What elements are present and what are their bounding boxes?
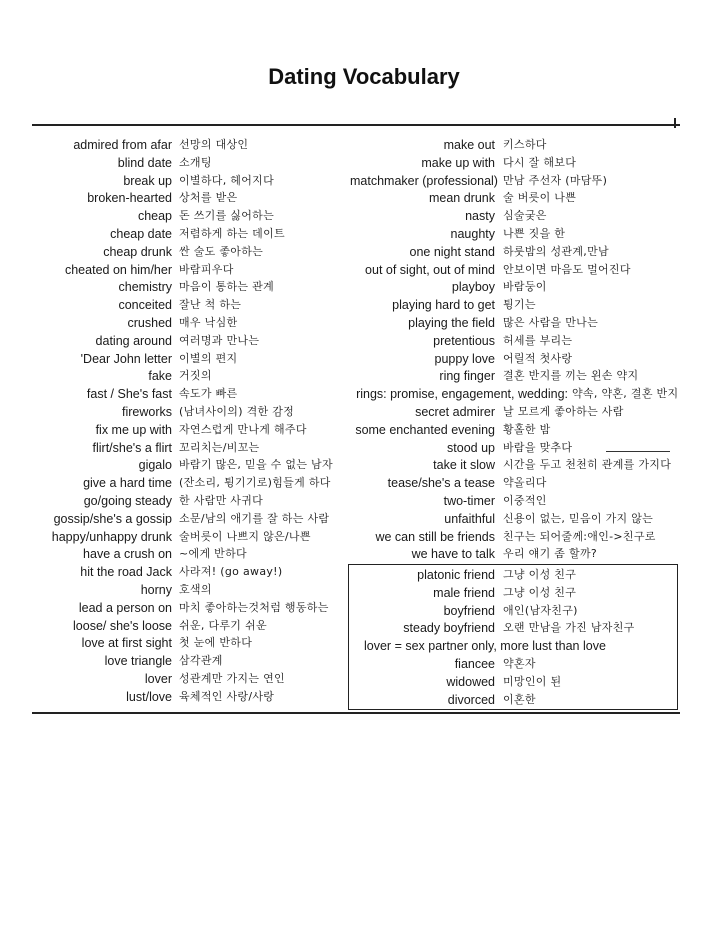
vocab-entry [350, 439, 680, 457]
vocab-entry [350, 584, 680, 602]
vocab-entry [32, 350, 352, 368]
vocab-entry [350, 655, 680, 673]
vocab-entry [350, 278, 680, 296]
english-term: playing the field [408, 316, 495, 330]
vocab-entry [350, 225, 680, 243]
vocab-entry [32, 332, 352, 350]
korean-meaning: 쉬운, 다루기 쉬운 [179, 618, 267, 632]
vocab-entry [32, 492, 352, 510]
vocab-entry [32, 510, 352, 528]
english-term: secret admirer [415, 405, 495, 419]
korean-meaning: 삼각관계 [179, 654, 223, 668]
vocab-entry [32, 439, 352, 457]
korean-meaning: 속도가 빠른 [179, 387, 238, 401]
vocab-entry [350, 385, 680, 403]
english-term: rings: promise, engagement, wedding: [356, 387, 568, 402]
vocab-entry [350, 189, 680, 207]
vocab-entry [350, 456, 680, 474]
english-term: fiancee [454, 657, 495, 671]
vocab-entry [32, 563, 352, 581]
english-term: fireworks [121, 405, 172, 419]
english-term: give a hard time [83, 476, 172, 491]
vocab-entry [350, 474, 680, 492]
box-items [350, 566, 680, 706]
korean-meaning: 황홀한 밤 [503, 422, 551, 436]
vocab-entry [350, 492, 680, 510]
korean-meaning: 이혼한 [503, 692, 536, 706]
vocab-entry [350, 637, 680, 655]
korean-meaning: 선망의 대상인 [179, 138, 249, 151]
korean-meaning: 그냥 이성 친구 [503, 568, 577, 581]
english-term: matchmaker (professional) [350, 173, 498, 188]
korean-meaning: 한 사람만 사귀다 [179, 494, 264, 507]
english-term: lead a person on [78, 600, 172, 615]
vocab-entry [350, 510, 680, 528]
english-term: lover [144, 672, 172, 686]
korean-meaning: 잘난 척 하는 [179, 298, 242, 312]
korean-meaning: 사라져! (go away!) [179, 565, 283, 579]
vocab-entry [32, 688, 352, 706]
english-term: cheap drunk [103, 244, 172, 259]
vocab-entry [350, 296, 680, 314]
english-term: one night stand [409, 244, 495, 259]
english-term: lust/love [126, 689, 172, 704]
vocab-entry [350, 314, 680, 332]
vocab-entry [350, 350, 680, 368]
korean-meaning: (남녀사이의) 격한 감정 [179, 405, 295, 418]
english-term: we can still be friends [375, 529, 495, 544]
korean-meaning: 심술궂은 [503, 209, 547, 223]
korean-meaning: 돈 쓰기를 싫어하는 [179, 209, 275, 223]
vocab-entry [350, 207, 680, 225]
vocab-entry [350, 545, 680, 563]
vocab-entry [350, 528, 680, 546]
vocab-entry [350, 602, 680, 620]
english-term: make out [443, 138, 495, 152]
korean-meaning: 싼 술도 좋아하는 [179, 244, 264, 258]
korean-meaning: 시간을 두고 천천히 관계를 가지다 [503, 458, 672, 472]
english-term: loose/ she's loose [73, 618, 172, 633]
english-term: cheap [137, 209, 172, 224]
english-term: flirt/she's a flirt [92, 440, 172, 455]
english-term: fake [148, 369, 172, 384]
english-term: love triangle [104, 654, 172, 669]
korean-meaning: 꼬리치는/비꼬는 [179, 440, 260, 454]
english-term: male friend [433, 585, 495, 600]
english-term: happy/unhappy drunk [51, 529, 172, 544]
vocab-entry [350, 403, 680, 421]
korean-meaning: 소문/남의 애기를 잘 하는 사람 [179, 511, 330, 525]
vocab-entry [32, 599, 352, 617]
korean-meaning: 이별하다, 헤어지다 [179, 173, 275, 187]
english-term: fix me up with [95, 422, 172, 437]
english-term: mean drunk [428, 191, 495, 206]
english-term: cheated on him/her [64, 262, 172, 277]
korean-meaning: 바람둥이 [503, 280, 547, 294]
english-term: steady boyfriend [403, 621, 495, 636]
korean-meaning: 친구는 되어줄께:애인->친구로 [503, 529, 656, 543]
vocab-entry [32, 367, 352, 385]
english-term: divorced [447, 692, 495, 707]
vocab-entry [32, 474, 352, 492]
vocab-entry [350, 673, 680, 691]
vocab-entry [350, 261, 680, 279]
korean-meaning: 이별의 편지 [179, 351, 238, 365]
english-term: gigalo [138, 458, 172, 473]
vocab-entry [32, 296, 352, 314]
english-term: we have to talk [411, 547, 495, 562]
vocab-entry [32, 154, 352, 172]
vocab-entry [32, 278, 352, 296]
vocab-entry [350, 566, 680, 584]
korean-meaning: 약속, 약혼, 결혼 반지 [572, 387, 679, 401]
korean-meaning: 그냥 이성 친구 [503, 585, 577, 599]
right-vocabulary-column [350, 136, 680, 566]
vocab-entry [32, 617, 352, 635]
vocab-entry [32, 314, 352, 332]
vocab-entry [32, 225, 352, 243]
korean-meaning: 미망인이 된 [503, 674, 562, 688]
vocab-entry [350, 691, 680, 709]
korean-meaning: 오랜 만남을 가진 남자친구 [503, 621, 635, 635]
korean-meaning: 저렴하게 하는 데이트 [179, 227, 285, 240]
english-term: puppy love [434, 351, 495, 366]
korean-meaning: 거짓의 [179, 369, 212, 383]
korean-meaning: 약혼자 [503, 657, 536, 670]
english-term: chemistry [118, 280, 172, 295]
english-term: 'Dear John letter [80, 351, 172, 366]
vocab-entry [350, 136, 680, 154]
vocab-entry [350, 367, 680, 385]
korean-meaning: 육체적인 사랑/사랑 [179, 689, 275, 703]
korean-meaning: 허세를 부리는 [503, 333, 573, 347]
english-term: cheap date [110, 227, 172, 241]
vocab-entry [32, 456, 352, 474]
english-term: horny [140, 583, 172, 597]
korean-meaning: (잔소리, 튕기기로)힘들게 하다 [179, 476, 331, 490]
english-term: platonic friend [417, 568, 495, 582]
bottom-rule [32, 712, 680, 714]
korean-meaning: 약올리다 [503, 476, 547, 490]
vocab-entry [350, 619, 680, 637]
korean-meaning: 많은 사람을 만나는 [503, 316, 599, 329]
korean-meaning: 신용이 없는, 믿음이 가지 않는 [503, 511, 654, 525]
vocab-entry [32, 652, 352, 670]
english-term: broken-hearted [87, 191, 172, 206]
korean-meaning: 술 버릇이 나쁜 [503, 191, 577, 205]
korean-meaning: 이중적인 [503, 494, 547, 507]
english-term: boyfriend [443, 603, 495, 618]
vocab-entry [32, 421, 352, 439]
vocab-entry [32, 403, 352, 421]
english-term: out of sight, out of mind [365, 262, 495, 277]
english-term: tease/she's a tease [387, 476, 495, 491]
korean-meaning: 소개팅 [179, 155, 212, 169]
korean-meaning: 자연스럽게 만나게 해주다 [179, 422, 307, 436]
english-term: ring finger [439, 369, 495, 384]
english-term: gossip/she's a gossip [53, 511, 172, 526]
vocab-entry [32, 261, 352, 279]
english-term: have a crush on [83, 547, 172, 562]
english-term: stood up [447, 440, 495, 455]
vocab-entry [350, 243, 680, 261]
korean-meaning: 매우 낙심한 [179, 316, 238, 329]
rule-tick [674, 118, 676, 128]
english-term: take it slow [433, 458, 495, 473]
english-term: conceited [118, 298, 172, 313]
vocab-entry [32, 385, 352, 403]
vocab-entry [32, 172, 352, 190]
korean-meaning: 안보이면 마음도 멀어진다 [503, 262, 631, 276]
vocab-entry [350, 154, 680, 172]
page-title: Dating Vocabulary [268, 64, 460, 89]
english-term: nasty [465, 209, 495, 224]
korean-meaning: 다시 잘 해보다 [503, 155, 577, 169]
korean-meaning: 하룻밤의 성관계,만남 [503, 244, 609, 258]
korean-meaning: 키스하다 [503, 138, 547, 151]
vocab-entry [32, 581, 352, 599]
english-term: unfaithful [444, 511, 495, 526]
korean-meaning: 호색의 [179, 583, 212, 596]
english-term: widowed [446, 674, 495, 689]
korean-meaning: 술버릇이 나쁘지 않은/나쁜 [179, 529, 311, 543]
korean-meaning: 첫 눈에 반하다 [179, 636, 253, 650]
vocab-entry [350, 332, 680, 350]
english-term: make up with [421, 155, 495, 170]
english-term: admired from afar [73, 138, 172, 152]
korean-meaning: 바람을 맞추다 [503, 440, 573, 454]
korean-meaning: 날 모르게 좋아하는 사람 [503, 405, 624, 418]
english-term: playboy [451, 280, 495, 295]
korean-meaning: 결혼 반지를 끼는 왼손 약지 [503, 369, 639, 383]
vocab-entry [32, 545, 352, 563]
korean-meaning: 애인(남자친구) [503, 603, 578, 617]
english-term: love at first sight [81, 636, 172, 651]
korean-meaning: 여러명과 만나는 [179, 333, 260, 347]
korean-meaning: 우리 얘기 좀 할까? [503, 547, 598, 561]
vocab-entry [32, 670, 352, 688]
vocab-entry [32, 528, 352, 546]
english-term: naughty [450, 227, 495, 241]
korean-meaning: 바람기 많은, 믿을 수 없는 남자 [179, 458, 333, 472]
margin-dash [606, 451, 670, 452]
vocab-entry [32, 207, 352, 225]
english-term: some enchanted evening [355, 422, 495, 437]
korean-meaning: 바람피우다 [179, 262, 234, 276]
korean-meaning: ~에게 반하다 [179, 547, 247, 561]
korean-meaning: 상처를 받은 [179, 191, 238, 205]
left-vocabulary-column [32, 136, 352, 706]
top-rule [32, 124, 680, 126]
korean-meaning: 마음이 통하는 관계 [179, 280, 275, 294]
english-term: break up [123, 173, 172, 188]
korean-meaning: 튕기는 [503, 298, 536, 312]
vocab-entry [32, 136, 352, 154]
korean-meaning: 나쁜 짓을 한 [503, 227, 566, 240]
english-term: playing hard to get [392, 298, 495, 313]
vocab-entry [32, 189, 352, 207]
english-term: crushed [127, 316, 172, 330]
vocab-entry [350, 172, 680, 190]
english-term: fast / She's fast [86, 387, 172, 402]
korean-meaning: 성관계만 가지는 연인 [179, 672, 285, 685]
vocab-entry [32, 243, 352, 261]
korean-meaning: 마치 좋아하는것처럼 행동하는 [179, 600, 329, 614]
korean-meaning: 어릴적 첫사랑 [503, 351, 573, 365]
english-term: blind date [117, 155, 172, 170]
vocab-entry [350, 421, 680, 439]
english-term: dating around [95, 333, 172, 348]
korean-meaning: 만남 주선자 (마담뚜) [503, 173, 608, 187]
vocab-entry [32, 634, 352, 652]
vocab-note: lover = sex partner only, more lust than love [364, 639, 606, 654]
english-term: hit the road Jack [80, 565, 172, 580]
english-term: two-timer [443, 494, 495, 508]
english-term: go/going steady [83, 494, 172, 508]
english-term: pretentious [433, 333, 495, 348]
